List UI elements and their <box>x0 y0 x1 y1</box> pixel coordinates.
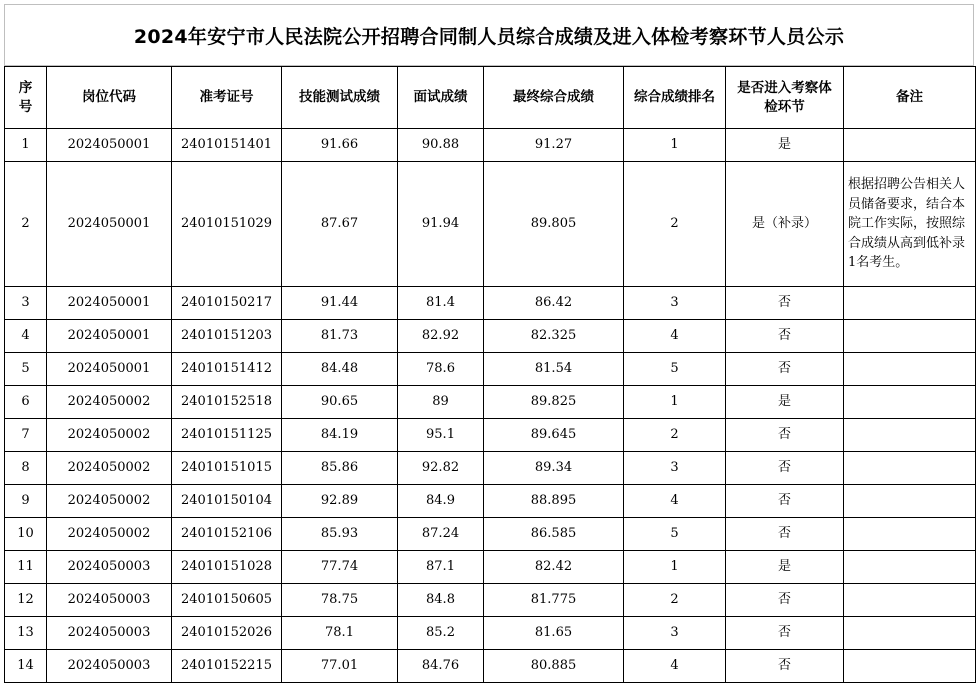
table-row <box>5 129 976 162</box>
cell-position-code: 2024050001 <box>47 353 172 386</box>
cell-index: 13 <box>5 617 47 650</box>
cell-rank: 5 <box>624 518 726 551</box>
cell-index: 8 <box>5 452 47 485</box>
table-row <box>5 518 976 551</box>
cell-final-score: 82.42 <box>484 551 624 584</box>
cell-skill-score: 85.93 <box>282 518 398 551</box>
cell-admission-number: 24010151015 <box>172 452 282 485</box>
cell-final-score: 89.805 <box>484 162 624 287</box>
cell-rank: 1 <box>624 129 726 162</box>
cell-admission-number: 24010152215 <box>172 650 282 683</box>
cell-rank: 4 <box>624 485 726 518</box>
cell-index: 10 <box>5 518 47 551</box>
cell-admission-number: 24010152518 <box>172 386 282 419</box>
cell-admission-number: 24010150605 <box>172 584 282 617</box>
table-row <box>5 551 976 584</box>
cell-index: 11 <box>5 551 47 584</box>
page-title: 2024年安宁市人民法院公开招聘合同制人员综合成绩及进入体检考察环节人员公示 <box>133 25 845 48</box>
cell-interview-score: 78.6 <box>398 353 484 386</box>
cell-admission-number: 24010151125 <box>172 419 282 452</box>
cell-remarks <box>844 287 976 320</box>
cell-advance: 是 <box>726 129 844 162</box>
cell-position-code: 2024050003 <box>47 650 172 683</box>
cell-advance: 是 <box>726 551 844 584</box>
cell-rank: 2 <box>624 584 726 617</box>
table-row <box>5 650 976 683</box>
cell-interview-score: 91.94 <box>398 162 484 287</box>
table-row <box>5 485 976 518</box>
cell-advance: 否 <box>726 452 844 485</box>
cell-interview-score: 84.8 <box>398 584 484 617</box>
cell-index: 5 <box>5 353 47 386</box>
table-row <box>5 584 976 617</box>
cell-skill-score: 84.48 <box>282 353 398 386</box>
cell-advance: 是 <box>726 386 844 419</box>
cell-remarks <box>844 353 976 386</box>
cell-admission-number: 24010150104 <box>172 485 282 518</box>
cell-index: 4 <box>5 320 47 353</box>
cell-remarks <box>844 551 976 584</box>
table-row <box>5 320 976 353</box>
cell-skill-score: 77.74 <box>282 551 398 584</box>
table-body <box>5 129 976 683</box>
header-interview-score: 面试成绩 <box>398 67 484 129</box>
cell-rank: 4 <box>624 650 726 683</box>
cell-skill-score: 78.1 <box>282 617 398 650</box>
cell-advance: 否 <box>726 485 844 518</box>
cell-index: 3 <box>5 287 47 320</box>
header-position-code: 岗位代码 <box>47 67 172 129</box>
cell-index: 12 <box>5 584 47 617</box>
cell-final-score: 81.54 <box>484 353 624 386</box>
cell-rank: 3 <box>624 617 726 650</box>
cell-final-score: 81.775 <box>484 584 624 617</box>
results-table <box>4 66 976 683</box>
cell-remarks <box>844 485 976 518</box>
cell-final-score: 80.885 <box>484 650 624 683</box>
cell-skill-score: 87.67 <box>282 162 398 287</box>
cell-index: 14 <box>5 650 47 683</box>
cell-final-score: 89.645 <box>484 419 624 452</box>
cell-index: 6 <box>5 386 47 419</box>
cell-interview-score: 87.24 <box>398 518 484 551</box>
cell-skill-score: 91.66 <box>282 129 398 162</box>
cell-advance: 否 <box>726 584 844 617</box>
cell-rank: 3 <box>624 452 726 485</box>
cell-position-code: 2024050001 <box>47 162 172 287</box>
cell-remarks <box>844 129 976 162</box>
header-admission-number: 准考证号 <box>172 67 282 129</box>
table-row <box>5 419 976 452</box>
cell-rank: 5 <box>624 353 726 386</box>
cell-interview-score: 89 <box>398 386 484 419</box>
cell-admission-number: 24010151028 <box>172 551 282 584</box>
cell-advance: 否 <box>726 518 844 551</box>
cell-interview-score: 84.76 <box>398 650 484 683</box>
cell-skill-score: 84.19 <box>282 419 398 452</box>
cell-position-code: 2024050001 <box>47 320 172 353</box>
header-skill-score: 技能测试成绩 <box>282 67 398 129</box>
cell-index: 1 <box>5 129 47 162</box>
cell-index: 9 <box>5 485 47 518</box>
table-row <box>5 162 976 287</box>
cell-admission-number: 24010150217 <box>172 287 282 320</box>
cell-skill-score: 81.73 <box>282 320 398 353</box>
cell-advance: 否 <box>726 353 844 386</box>
cell-advance: 否 <box>726 419 844 452</box>
cell-position-code: 2024050002 <box>47 386 172 419</box>
cell-rank: 3 <box>624 287 726 320</box>
cell-skill-score: 85.86 <box>282 452 398 485</box>
cell-interview-score: 82.92 <box>398 320 484 353</box>
table-row <box>5 353 976 386</box>
cell-skill-score: 77.01 <box>282 650 398 683</box>
cell-admission-number: 24010151203 <box>172 320 282 353</box>
cell-rank: 2 <box>624 419 726 452</box>
cell-admission-number: 24010152026 <box>172 617 282 650</box>
cell-interview-score: 81.4 <box>398 287 484 320</box>
cell-remarks <box>844 419 976 452</box>
cell-advance: 否 <box>726 320 844 353</box>
cell-advance: 否 <box>726 617 844 650</box>
table-row <box>5 452 976 485</box>
cell-remarks: 根据招聘公告相关人员储备要求，结合本院工作实际，按照综合成绩从高到低补录1名考生。 <box>844 162 976 287</box>
cell-final-score: 86.585 <box>484 518 624 551</box>
cell-remarks <box>844 584 976 617</box>
cell-remarks <box>844 617 976 650</box>
cell-final-score: 89.34 <box>484 452 624 485</box>
cell-remarks <box>844 452 976 485</box>
cell-interview-score: 84.9 <box>398 485 484 518</box>
header-rank: 综合成绩排名 <box>624 67 726 129</box>
table-row <box>5 287 976 320</box>
header-row <box>5 67 976 129</box>
cell-index: 7 <box>5 419 47 452</box>
cell-interview-score: 87.1 <box>398 551 484 584</box>
cell-remarks <box>844 386 976 419</box>
cell-interview-score: 92.82 <box>398 452 484 485</box>
cell-remarks <box>844 518 976 551</box>
cell-position-code: 2024050003 <box>47 551 172 584</box>
cell-admission-number: 24010151029 <box>172 162 282 287</box>
cell-admission-number: 24010151412 <box>172 353 282 386</box>
cell-rank: 2 <box>624 162 726 287</box>
cell-position-code: 2024050002 <box>47 452 172 485</box>
cell-skill-score: 78.75 <box>282 584 398 617</box>
cell-rank: 4 <box>624 320 726 353</box>
cell-final-score: 81.65 <box>484 617 624 650</box>
cell-final-score: 89.825 <box>484 386 624 419</box>
cell-skill-score: 91.44 <box>282 287 398 320</box>
header-final-score: 最终综合成绩 <box>484 67 624 129</box>
cell-position-code: 2024050001 <box>47 287 172 320</box>
cell-position-code: 2024050002 <box>47 485 172 518</box>
cell-index: 2 <box>5 162 47 287</box>
cell-final-score: 86.42 <box>484 287 624 320</box>
cell-final-score: 88.895 <box>484 485 624 518</box>
cell-final-score: 91.27 <box>484 129 624 162</box>
cell-interview-score: 90.88 <box>398 129 484 162</box>
table-row <box>5 617 976 650</box>
cell-advance: 否 <box>726 650 844 683</box>
cell-admission-number: 24010152106 <box>172 518 282 551</box>
cell-position-code: 2024050003 <box>47 584 172 617</box>
cell-interview-score: 85.2 <box>398 617 484 650</box>
cell-position-code: 2024050002 <box>47 518 172 551</box>
header-advance: 是否进入考察体检环节 <box>726 67 844 129</box>
cell-advance: 否 <box>726 287 844 320</box>
cell-interview-score: 95.1 <box>398 419 484 452</box>
cell-skill-score: 90.65 <box>282 386 398 419</box>
cell-advance: 是（补录） <box>726 162 844 287</box>
cell-remarks <box>844 320 976 353</box>
cell-admission-number: 24010151401 <box>172 129 282 162</box>
header-index: 序号 <box>5 67 47 129</box>
cell-position-code: 2024050002 <box>47 419 172 452</box>
cell-rank: 1 <box>624 551 726 584</box>
cell-position-code: 2024050003 <box>47 617 172 650</box>
cell-final-score: 82.325 <box>484 320 624 353</box>
header-remarks: 备注 <box>844 67 976 129</box>
cell-position-code: 2024050001 <box>47 129 172 162</box>
cell-remarks <box>844 650 976 683</box>
title-box <box>4 4 974 66</box>
cell-rank: 1 <box>624 386 726 419</box>
table-row <box>5 386 976 419</box>
cell-skill-score: 92.89 <box>282 485 398 518</box>
